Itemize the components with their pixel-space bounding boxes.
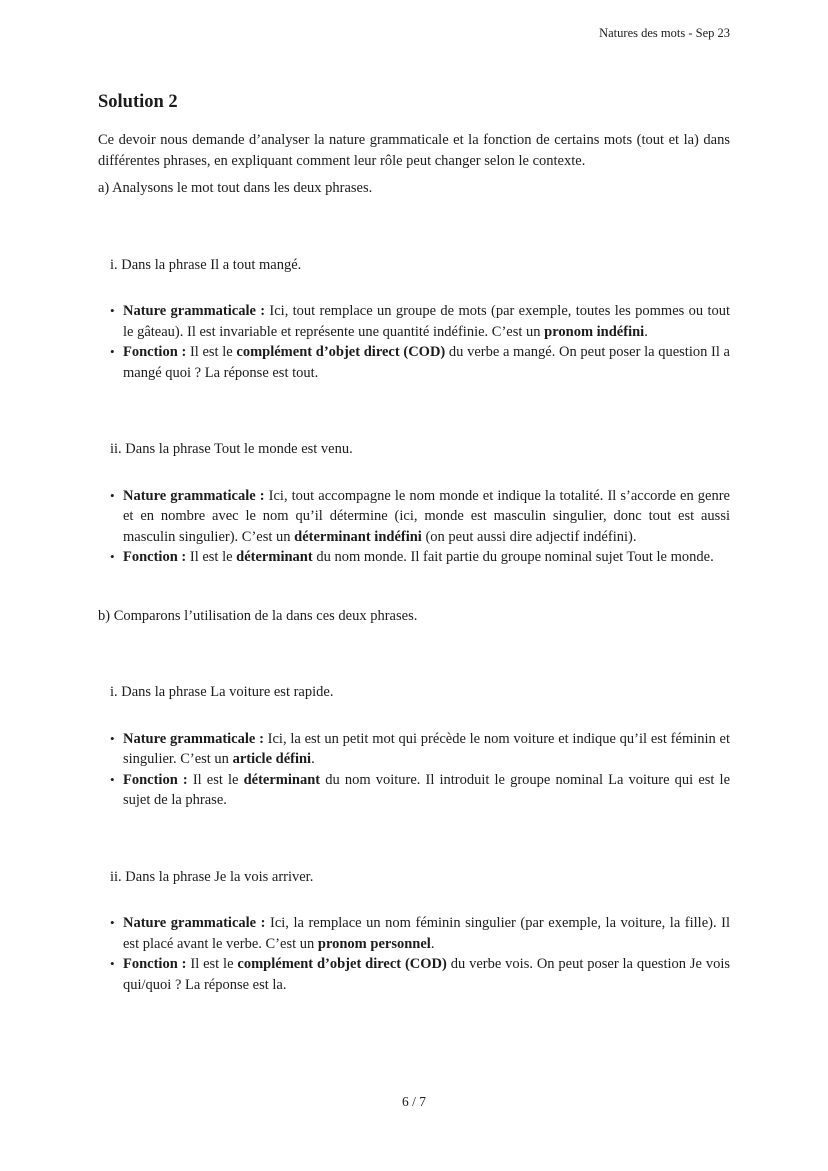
item-phrase: ii. Dans la phrase Je la vois arriver. [110,868,314,885]
nature-bullet: • Nature grammaticale : Ici, tout accompagne le nom monde et indique la totalité. Il s’accorde en genre et en nombre avec le nom qu’il détermine (ici, monde est masculin singulier, donc tout est aussi masculin singulier). C’est un déterminant indéfini (on peut aussi dire adjectif indéfini). [123,486,730,548]
page-number: 6 / 7 [401,1094,426,1109]
item-phrase: ii. Dans la phrase Tout le monde est venu. [110,441,353,457]
item-a-ii [98,439,730,568]
fonction-bullet: • Fonction : Il est le déterminant du nom voiture. Il introduit le groupe nominal La voiture qui est le sujet de la phrase. [123,770,730,811]
document-content [98,92,730,1033]
running-header: Natures des mots - Sep 23 [599,26,730,40]
bullet-list [98,301,730,383]
item-b-i [98,682,730,811]
fonction-bullet: • Fonction : Il est le complément d’objet direct (COD) du verbe a mangé. On peut poser la question Il a mangé quoi ? La réponse est tout. [123,342,730,383]
nature-bullet: • Nature grammaticale : Ici, tout remplace un groupe de mots (par exemple, toutes les pommes ou tout le gâteau). Il est invariable et représente une quantité indéfinie. C’est un pronom indéfini. [123,301,730,342]
fonction-bullet: • Fonction : Il est le complément d’objet direct (COD) du verbe vois. On peut poser la question Je vois qui/quoi ? La réponse est la. [123,954,730,995]
nature-bullet: • Nature grammaticale : Ici, la remplace un nom féminin singulier (par exemple, la voiture, la fille). Il est placé avant le verbe. C’est un pronom personnel. [123,913,730,954]
item-phrase: i. Dans la phrase La voiture est rapide. [110,684,334,700]
bullet-list [98,913,730,995]
section-a-label: a) Analysons le mot tout dans les deux phrases. [98,180,373,196]
bullet-list [98,486,730,568]
bullet-list [98,729,730,811]
item-a-i [98,255,730,384]
intro-paragraph: Ce devoir nous demande d’analyser la nature grammaticale et la fonction de certains mots (tout et la) dans différentes phrases, en expliquant comment leur rôle peut changer selon le contexte. [98,132,730,169]
nature-bullet: • Nature grammaticale : Ici, la est un petit mot qui précède le nom voiture et indique qu’il est féminin et singulier. C’est un article défini. [123,729,730,770]
fonction-bullet: • Fonction : Il est le déterminant du nom monde. Il fait partie du groupe nominal sujet Tout le monde. [123,547,730,568]
item-b-ii [98,867,730,996]
section-b-label: b) Comparons l’utilisation de la dans ces deux phrases. [98,607,418,624]
solution-title: Solution 2 [98,92,178,112]
item-phrase: i. Dans la phrase Il a tout mangé. [110,256,302,273]
